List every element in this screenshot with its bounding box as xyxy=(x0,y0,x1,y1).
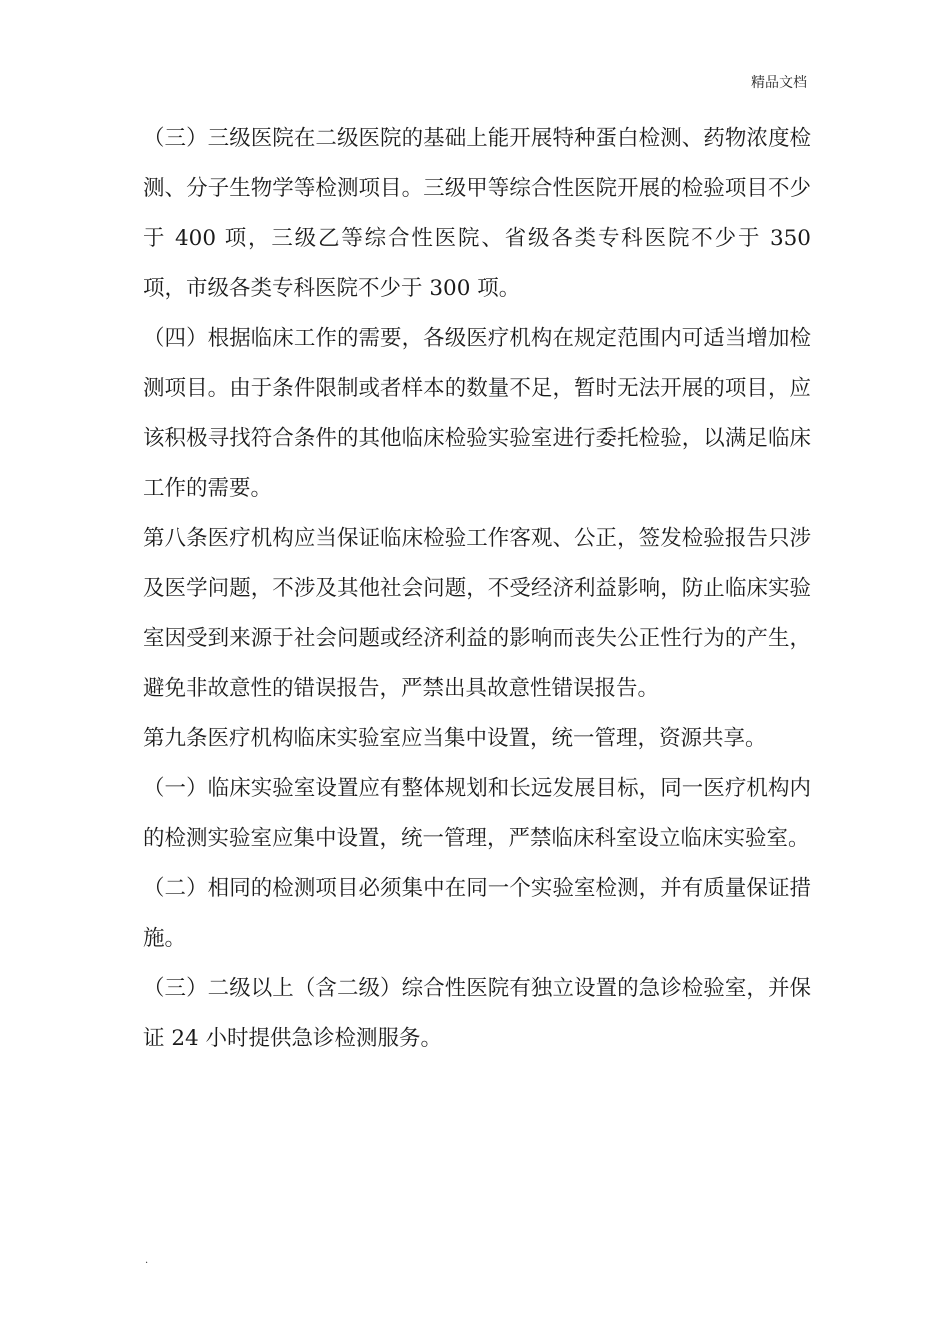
paragraph-centralized-lab: （一）临床实验室设置应有整体规划和长远发展目标，同一医疗机构内的检测实验室应集中设置，统一管理，严禁临床科室设立临床实验室。 xyxy=(143,776,811,851)
footer-mark: . xyxy=(145,1255,149,1266)
page-header-label: 精品文档 xyxy=(751,75,807,91)
document-body xyxy=(143,114,811,1064)
paragraph-same-items: （二）相同的检测项目必须集中在同一个实验室检测，并有质量保证措施。 xyxy=(143,876,811,951)
paragraph-emergency-lab: （三）二级以上（含二级）综合性医院有独立设置的急诊检验室，并保证 24 小时提供急诊检测服务。 xyxy=(143,976,811,1051)
paragraph-article-8: 第八条医疗机构应当保证临床检验工作客观、公正，签发检验报告只涉及医学问题，不涉及其他社会问题，不受经济利益影响，防止临床实验室因受到来源于社会问题或经济利益的影响而丧失公正性行为的产生，避免非故意性的错误报告，严禁出具故意性错误报告。 xyxy=(143,526,811,701)
paragraph-additional-items: （四）根据临床工作的需要，各级医疗机构在规定范围内可适当增加检测项目。由于条件限制或者样本的数量不足，暂时无法开展的项目，应该积极寻找符合条件的其他临床检验实验室进行委托检验，以满足临床工作的需要。 xyxy=(143,326,811,501)
paragraph-article-9: 第九条医疗机构临床实验室应当集中设置，统一管理，资源共享。 xyxy=(143,726,767,751)
paragraph-level3-hospital: （三）三级医院在二级医院的基础上能开展特种蛋白检测、药物浓度检测、分子生物学等检测项目。三级甲等综合性医院开展的检验项目不少于 400 项，三级乙等综合性医院、省级各类专科医院不少于 350 项，市级各类专科医院不少于 300 项。 xyxy=(143,126,811,301)
